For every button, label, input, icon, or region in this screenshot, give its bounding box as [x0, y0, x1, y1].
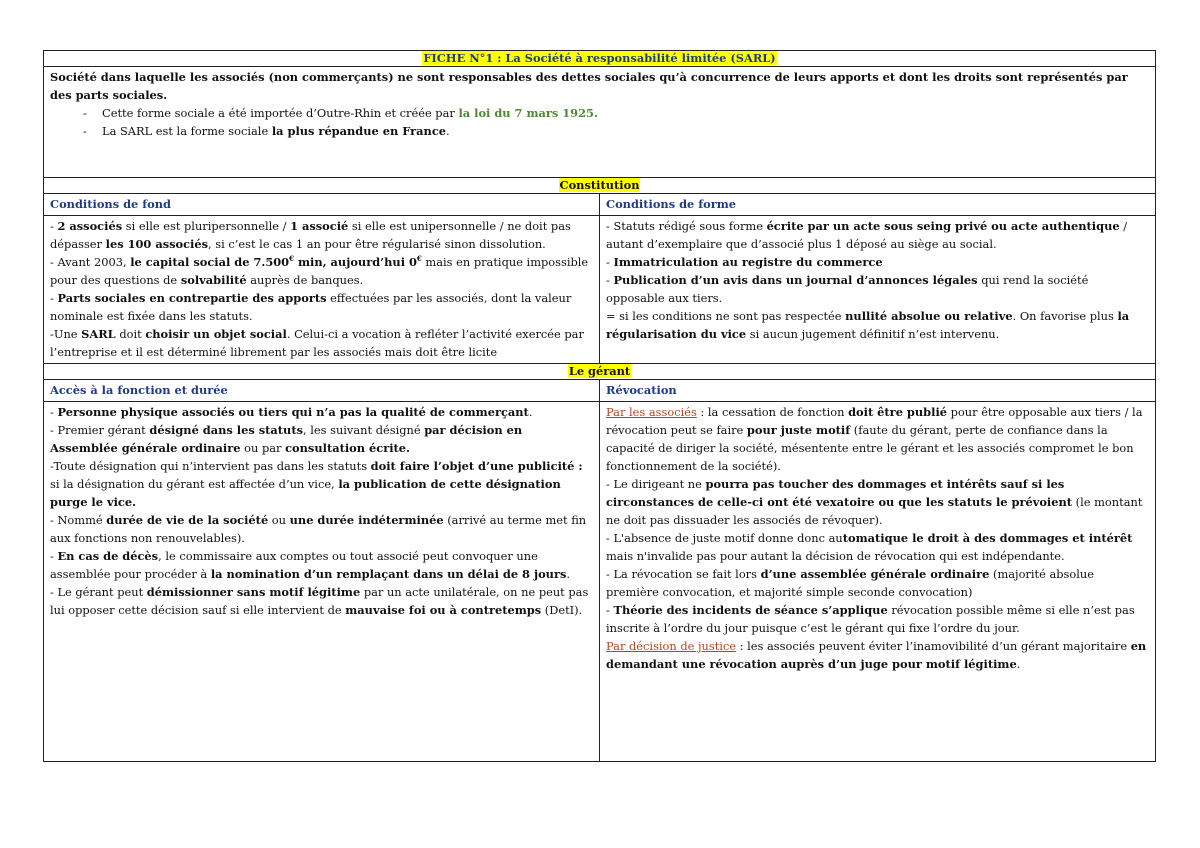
acces-deces: - En cas de décès, le commissaire aux comptes ou tout associé peut convoquer une assemblée pour procéder à la nomination d’un remplaçant dans un délai de 8 jours. [50, 549, 570, 581]
intro-bullet-popularity: - La SARL est la forme sociale la plus répandue en France. [83, 122, 1149, 140]
constitution-subheading-row [44, 194, 1156, 216]
intro-row [44, 67, 1156, 178]
intro-cell [44, 67, 1156, 178]
gerant-subheading-row [44, 380, 1156, 402]
intro-list [50, 104, 1149, 140]
fond-objet: -Une SARL doit choisir un objet social. Celui-ci a vocation à refléter l’activité exercée par l’entreprise et il est déterminé librement par les associés mais doit être licite [50, 327, 584, 359]
forme-nullite: = si les conditions ne sont pas respectée nullité absolue ou relative. On favorise plus la régularisation du vice si aucun jugement définitif n’est intervenu. [606, 309, 1130, 341]
revocation-assemblee: - La révocation se fait lors d’une assemblée générale ordinaire (majorité absolue première convocation, et majorité simple seconde convocation) [606, 567, 1094, 599]
page-title: FICHE N°1 : La Société à responsabilité limitée (SARL) [423, 51, 776, 65]
revocation-associes: Par les associés : la cessation de fonction doit être publié pour être opposable aux tiers / la révocation peut se faire pour juste motif (faute du gérant, perte de confiance dans la capacité de diriger la société, mésentente entre le gérant et les associés compromet le bon fonctionnement de la société). [606, 405, 1143, 473]
revocation-justice: Par décision de justice : les associés peuvent éviter l’inamovibilité d’un gérant majoritaire en demandant une révocation auprès d’un juge pour motif légitime. [606, 639, 1147, 671]
forme-title-cell [600, 194, 1156, 216]
forme-cell [600, 216, 1156, 364]
fond-associes: - 2 associés si elle est pluripersonnelle / 1 associé si elle est unipersonnelle / ne doit pas dépasser les 100 associés, si c’est le cas 1 an pour être régularisé sinon dissolution. [50, 219, 571, 251]
sarl-fiche-table [43, 50, 1156, 762]
fond-capital: - Avant 2003, le capital social de 7.500€ min, aujourd’hui 0€ mais en pratique impossible pour des questions de solvabilité auprès de banques. [50, 254, 589, 287]
gerant-body-row [44, 402, 1156, 762]
acces-demission: - Le gérant peut démissionner sans motif légitime par un acte unilatérale, on ne peut pas lui opposer cette décision sauf si elle intervient de mauvaise foi ou à contretemps (DetI). [50, 585, 589, 617]
forme-immatriculation: - Immatriculation au registre du commerce [606, 255, 883, 269]
constitution-heading: Constitution [559, 178, 640, 192]
acces-premier-gerant: - Premier gérant désigné dans les statuts, les suivant désigné par décision en Assemblée générale ordinaire ou par consultation écrite. [50, 423, 523, 455]
definition-text: Société dans laquelle les associés (non commerçants) ne sont responsables des dettes sociales qu’à concurrence de leurs apports et dont les droits sont représentés par des parts sociales. [50, 70, 1128, 102]
fond-title: Conditions de fond [50, 197, 172, 211]
constitution-heading-cell [44, 178, 1156, 194]
fond-title-cell [44, 194, 600, 216]
intro-bullet-origin: - Cette forme sociale a été importée d’Outre-Rhin et créée par la loi du 7 mars 1925. [83, 104, 1149, 122]
revocation-dommages: - Le dirigeant ne pourra pas toucher des dommages et intérêts sauf si les circonstances de celle-ci ont été vexatoire ou que les statuts le prévoient (le montant ne doit pas dissuader les associés de révoquer). [606, 477, 1143, 527]
gerant-heading-row [44, 364, 1156, 380]
acces-personne: - Personne physique associés ou tiers qui n’a pas la qualité de commerçant. [50, 405, 533, 419]
fond-cell [44, 216, 600, 364]
revocation-title: Révocation [606, 383, 677, 397]
acces-duree: - Nommé durée de vie de la société ou une durée indéterminée (arrivé au terme met fin aux fonctions non renouvelables). [50, 513, 587, 545]
revocation-incidents: - Théorie des incidents de séance s’applique révocation possible même si elle n’est pas inscrite à l’ordre du jour puisque c’est le gérant qui fixe l’ordre du jour. [606, 603, 1135, 635]
title-cell [44, 51, 1156, 67]
gerant-heading: Le gérant [568, 364, 631, 378]
law-date: la loi du 7 mars 1925. [458, 106, 598, 120]
fond-parts: - Parts sociales en contrepartie des apports effectuées par les associés, dont la valeur nominale est fixée dans les statuts. [50, 291, 572, 323]
revocation-juste-motif: - L'absence de juste motif donne donc automatique le droit à des dommages et intérêt mais n'invalide pas pour autant la décision de révocation qui est indépendante. [606, 531, 1133, 563]
acces-cell [44, 402, 600, 762]
title-row [44, 51, 1156, 67]
acces-title-cell [44, 380, 600, 402]
forme-statuts: - Statuts rédigé sous forme écrite par un acte sous seing privé ou acte authentique / autant d’exemplaire que d’associé plus 1 déposé au siège au social. [606, 219, 1128, 251]
constitution-body-row [44, 216, 1156, 364]
revocation-cell [600, 402, 1156, 762]
acces-title: Accès à la fonction et durée [50, 383, 228, 397]
gerant-heading-cell [44, 364, 1156, 380]
acces-publicite: -Toute désignation qui n’intervient pas dans les statuts doit faire l’objet d’une publicité : si la désignation du gérant est affectée d’un vice, la publication de cette désignation purge le vice. [50, 459, 583, 509]
forme-title: Conditions de forme [606, 197, 737, 211]
forme-publication: - Publication d’un avis dans un journal d’annonces légales qui rend la société opposable aux tiers. [606, 273, 1089, 305]
constitution-heading-row [44, 178, 1156, 194]
revocation-title-cell [600, 380, 1156, 402]
